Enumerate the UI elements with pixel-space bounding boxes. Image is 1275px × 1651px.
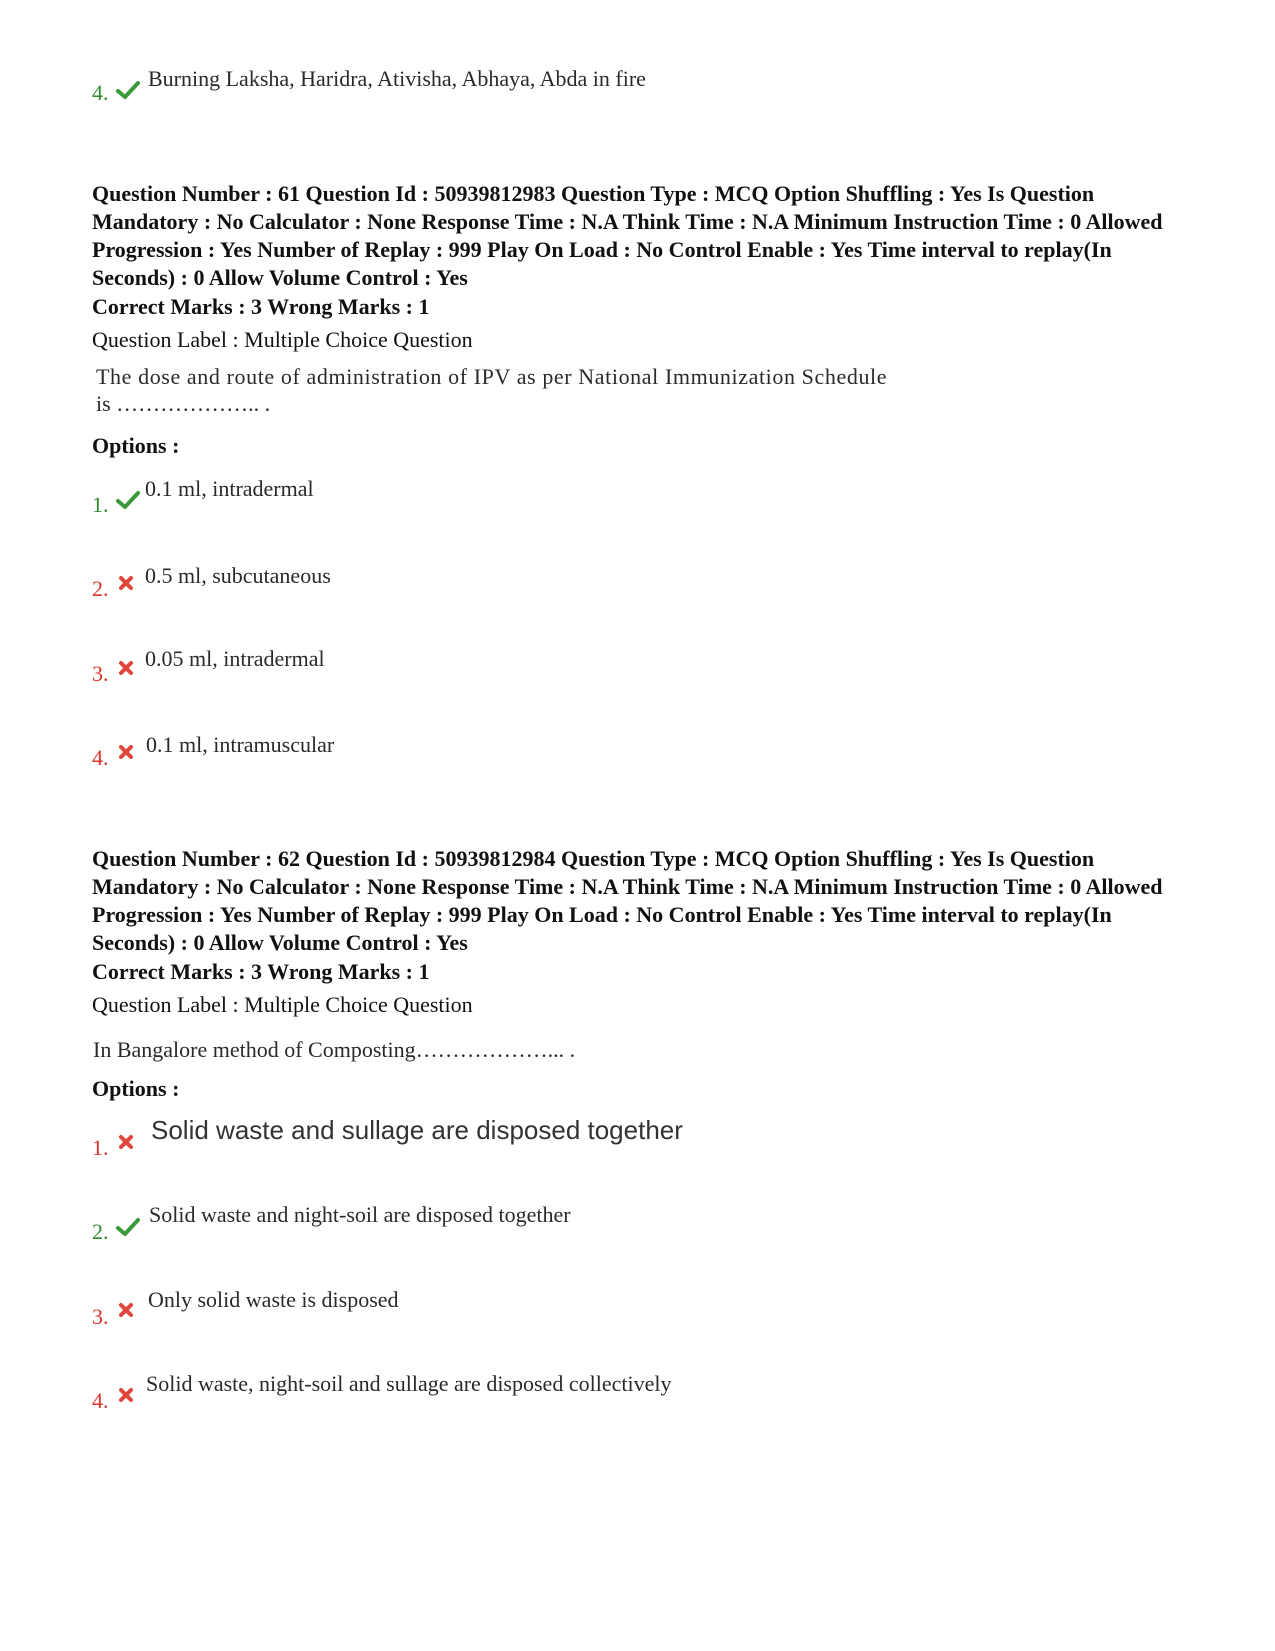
option-text: Only solid waste is disposed — [148, 1287, 399, 1312]
option-number: 3. — [92, 661, 109, 686]
option-text: 0.05 ml, intradermal — [145, 646, 325, 671]
option-text: Solid waste, night-soil and sullage are disposed collectively — [146, 1371, 672, 1396]
question-text-line1: In Bangalore method of Composting………………... . — [93, 1037, 576, 1062]
option-number: 1. — [92, 1135, 109, 1160]
option-number: 2. — [92, 576, 109, 601]
option-number: 4. — [92, 745, 109, 770]
question-text-line2: is ……………….. . — [96, 391, 271, 416]
check-icon — [116, 80, 140, 100]
question-meta: Question Number : 62 Question Id : 50939812984 Question Type : MCQ Option Shuffling : Yes Is Question Mandatory : No Calculator : None Response Time : N.A Think Time : N.A Minimum Instruction Time : 0 Allowed Progression : Yes Number of Replay : 999 Play On Load : No Control Enable : Yes Time interval to replay(In Seconds) : 0 Allow Volume Control : Yes — [92, 846, 1163, 955]
option-text: Solid waste and sullage are disposed together — [151, 1115, 683, 1145]
prev-option-number: 4. — [92, 80, 109, 105]
question-label: Question Label : Multiple Choice Question — [92, 327, 473, 352]
option-number: 1. — [92, 492, 109, 517]
check-icon — [116, 1217, 140, 1237]
option-text: 0.1 ml, intramuscular — [146, 732, 335, 757]
check-icon — [116, 490, 140, 510]
cross-icon — [118, 744, 134, 760]
option-text: 0.5 ml, subcutaneous — [145, 563, 331, 588]
option-number: 4. — [92, 1388, 109, 1413]
cross-icon — [118, 660, 134, 676]
cross-icon — [118, 575, 134, 591]
options-heading: Options : — [92, 1076, 180, 1101]
cross-icon — [118, 1387, 134, 1403]
option-text: 0.1 ml, intradermal — [145, 476, 314, 501]
question-label: Question Label : Multiple Choice Question — [92, 992, 473, 1017]
prev-option-text: Burning Laksha, Haridra, Ativisha, Abhaya, Abda in fire — [148, 66, 646, 91]
cross-icon — [118, 1302, 134, 1318]
options-heading: Options : — [92, 433, 180, 458]
option-text: Solid waste and night-soil are disposed together — [149, 1202, 571, 1227]
cross-icon — [118, 1134, 134, 1150]
question-text-line1: The dose and route of administration of IPV as per National Immunization Schedule — [96, 364, 888, 389]
marks-line: Correct Marks : 3 Wrong Marks : 1 — [92, 294, 430, 319]
option-number: 3. — [92, 1304, 109, 1329]
question-meta: Question Number : 61 Question Id : 50939812983 Question Type : MCQ Option Shuffling : Yes Is Question Mandatory : No Calculator : None Response Time : N.A Think Time : N.A Minimum Instruction Time : 0 Allowed Progression : Yes Number of Replay : 999 Play On Load : No Control Enable : Yes Time interval to replay(In Seconds) : 0 Allow Volume Control : Yes — [92, 181, 1163, 290]
option-number: 2. — [92, 1219, 109, 1244]
marks-line: Correct Marks : 3 Wrong Marks : 1 — [92, 959, 430, 984]
